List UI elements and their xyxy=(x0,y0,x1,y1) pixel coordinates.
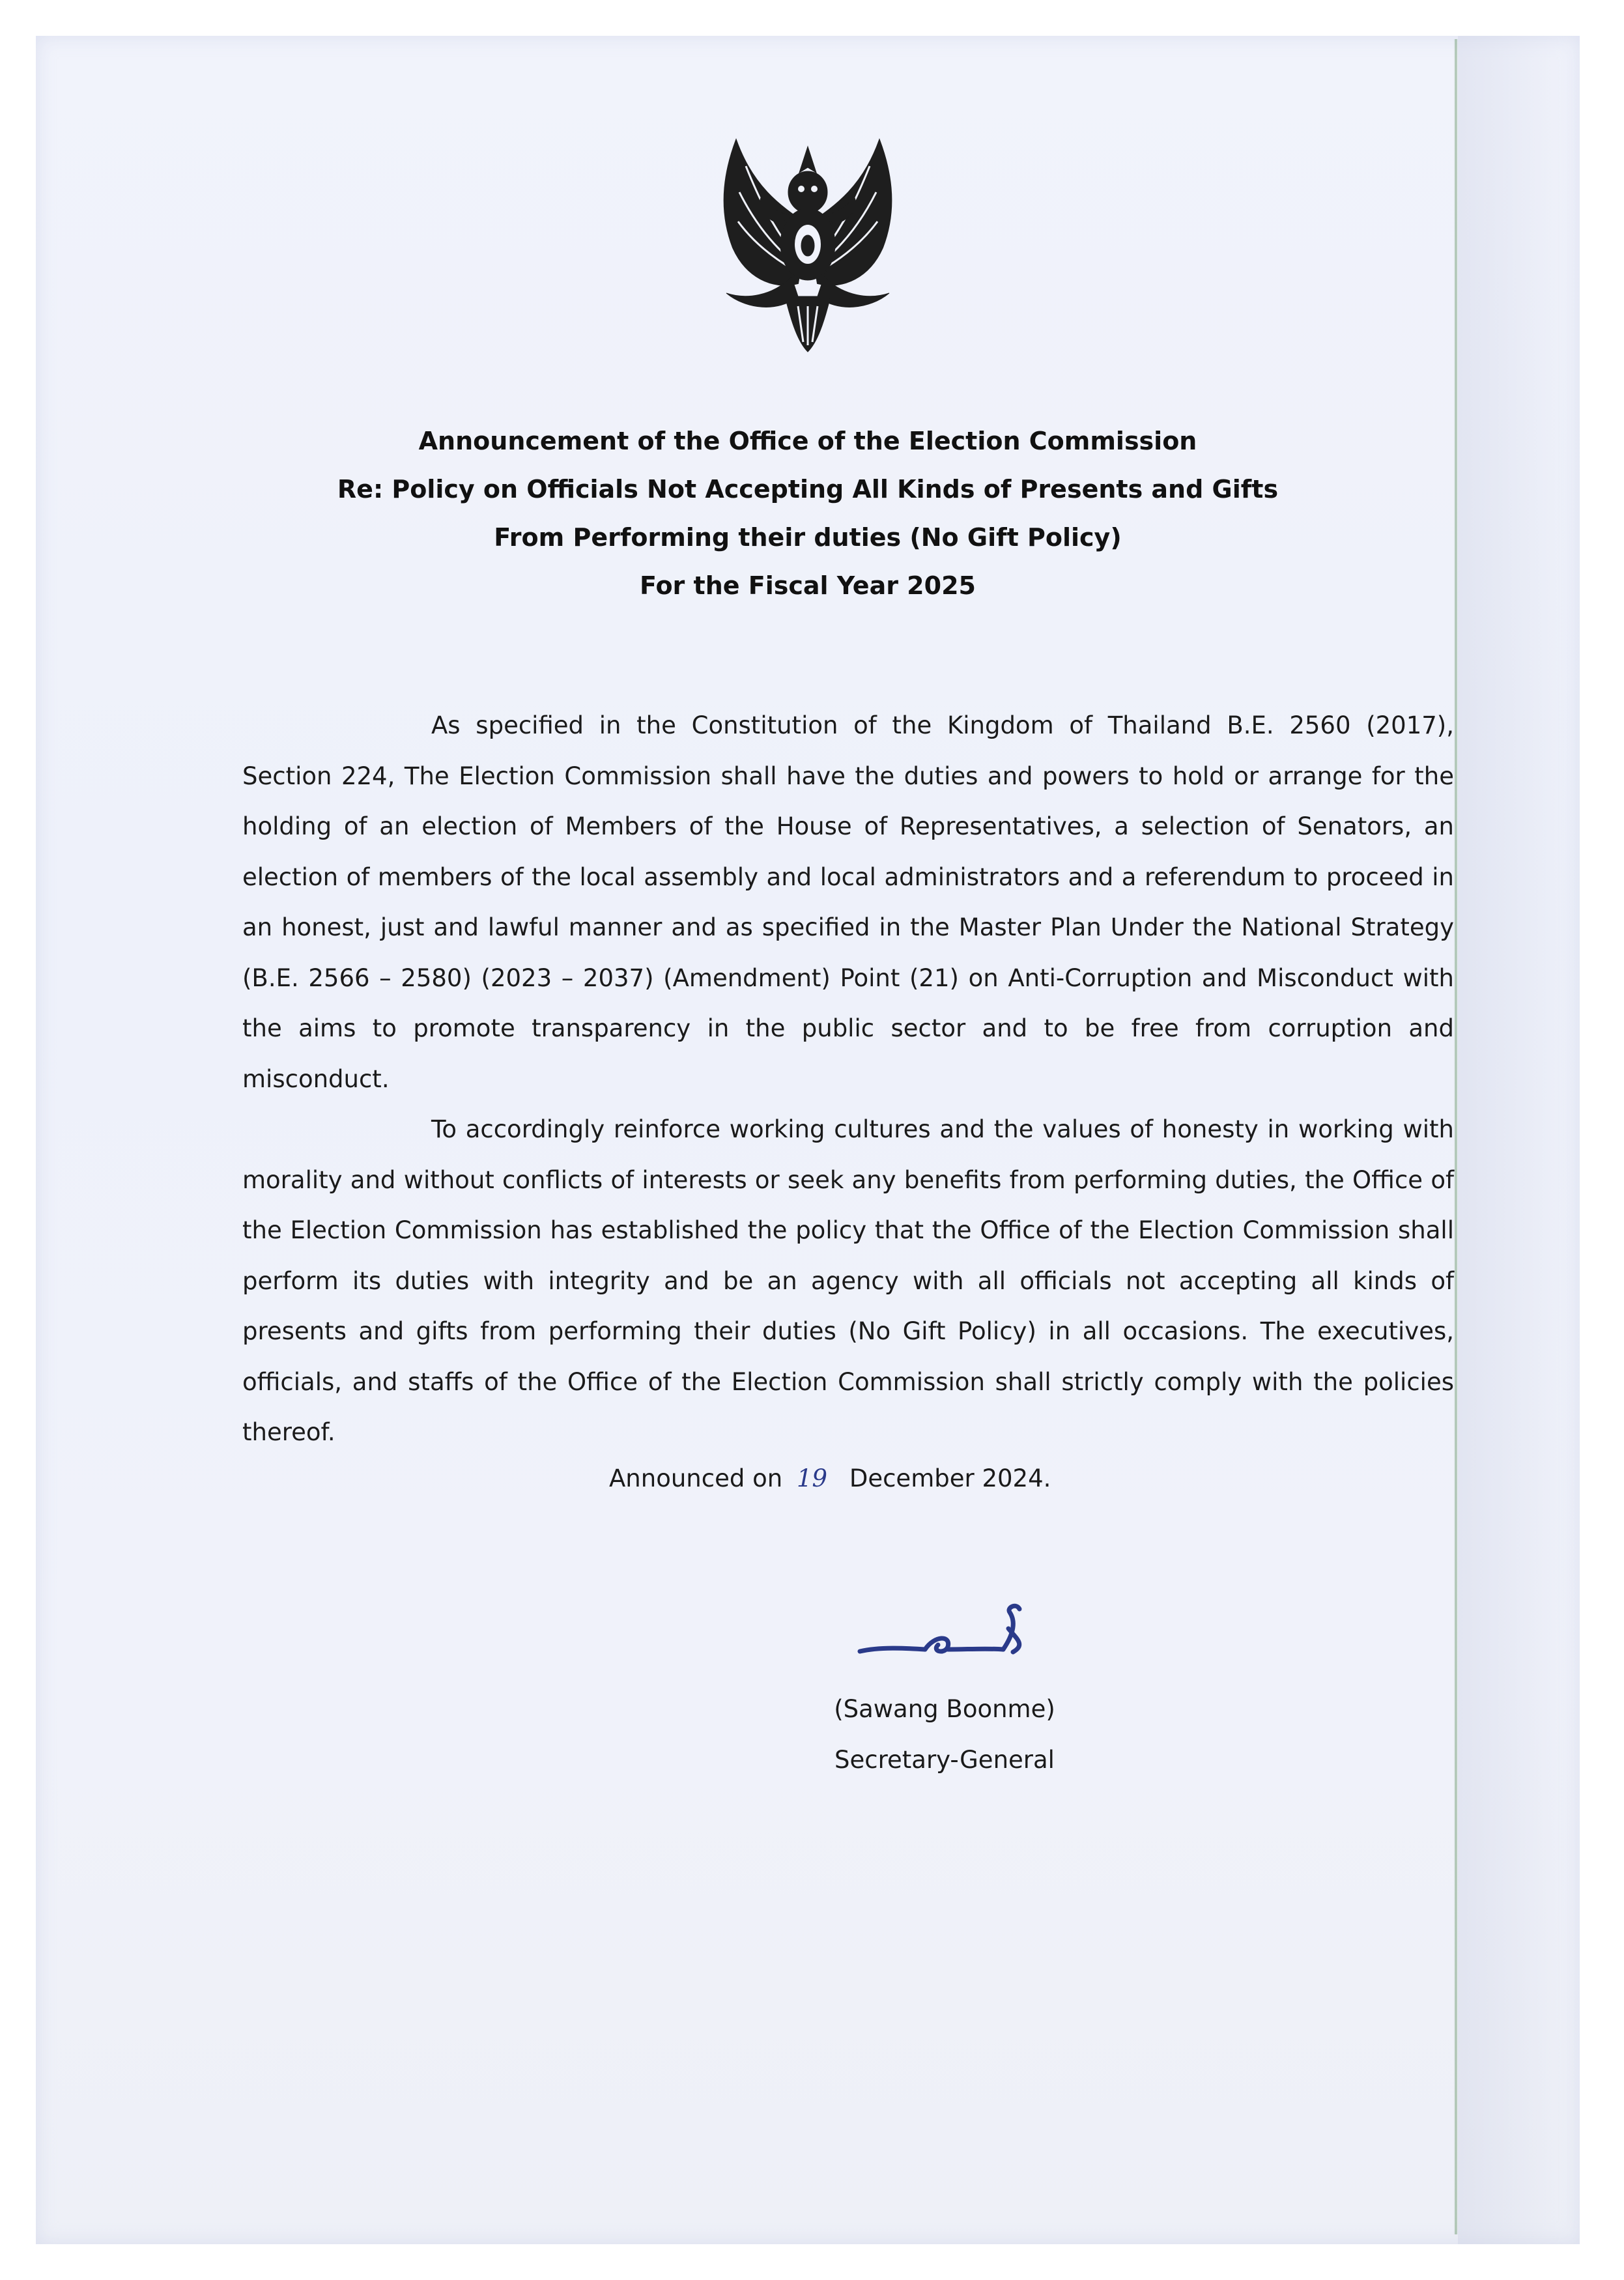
announcement-body xyxy=(242,700,1454,1458)
signer-name: (Sawang Boonme) xyxy=(834,1695,1055,1723)
handwritten-signature-icon xyxy=(853,1589,1062,1674)
announcement-date xyxy=(609,1459,1051,1498)
garuda-emblem-icon xyxy=(700,127,915,355)
announced-suffix: December 2024. xyxy=(849,1464,1051,1492)
title-line-4: For the Fiscal Year 2025 xyxy=(640,571,976,600)
announced-prefix: Announced on xyxy=(609,1464,783,1492)
paragraph-constitution: As specified in the Constitution of the Kingdom of Thailand B.E. 2560 (2017), Section 224, The Election Commission shall have the duties and powers to hold or arrange for the holding of an election of Members of the House of Representatives, a selection of Senators, an election of members of the local assembly and local administrators and a referendum to proceed in an honest, just and lawful manner and as specified in the Master Plan Under the National Strategy (B.E. 2566 – 2580) (2023 – 2037) (Amendment) Point (21) on Anti-Corruption and Misconduct with the aims to promote transparency in the public sector and to be free from corruption and misconduct. xyxy=(242,711,1454,1093)
signer-position: Secretary-General xyxy=(834,1746,1055,1774)
paragraph-policy: To accordingly reinforce working cultures and the values of honesty in working with morality and without conflicts of interests or seek any benefits from performing duties, the Office of the Election Commission has established the policy that the Office of the Election Commission shall perform its duties with integrity and be an agency with all officials not accepting all kinds of presents and gifts from performing their duties (No Gift Policy) in all occasions. The executives, officials, and staffs of the Office of the Election Commission shall strictly comply with the policies thereof. xyxy=(242,1115,1454,1446)
handwritten-day: 19 xyxy=(796,1464,828,1492)
signer-block xyxy=(749,1684,1140,1786)
fold-line xyxy=(1454,39,1458,2234)
title-line-3: From Performing their duties (No Gift Policy) xyxy=(494,523,1122,552)
title-line-1: Announcement of the Office of the Election Commission xyxy=(418,427,1197,455)
announcement-title xyxy=(195,417,1420,610)
page-edge-shadow xyxy=(1458,36,1580,2244)
title-line-2: Re: Policy on Officials Not Accepting All Kinds of Presents and Gifts xyxy=(337,475,1279,504)
